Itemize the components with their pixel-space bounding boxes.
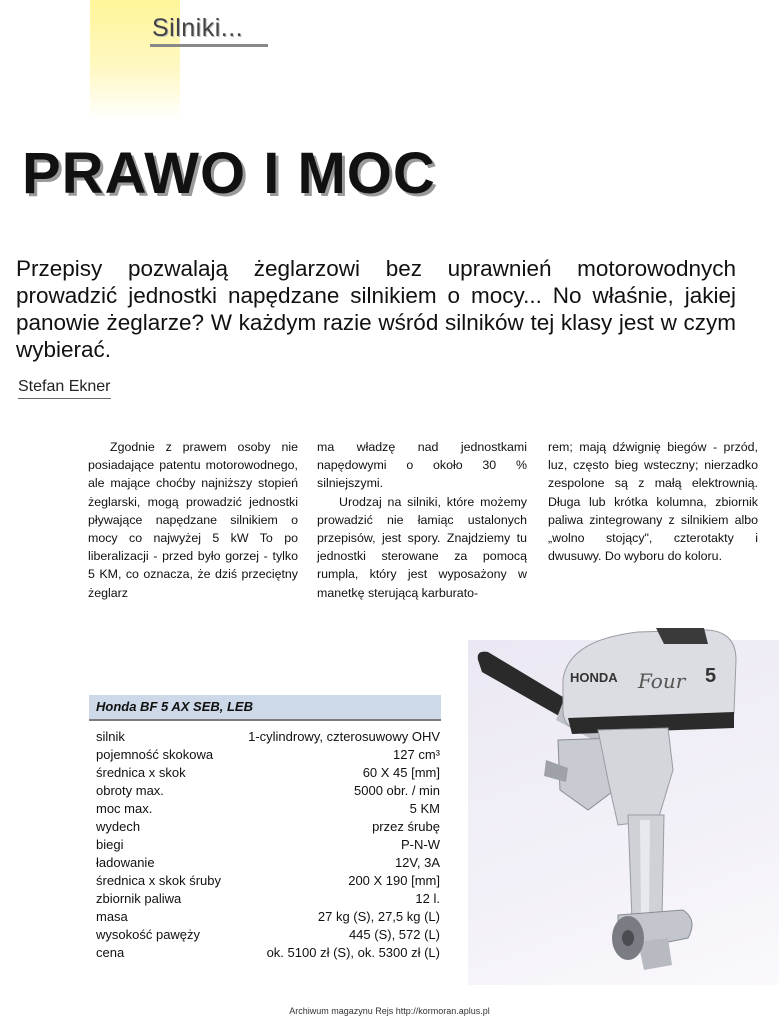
spec-label: obroty max.	[96, 783, 164, 798]
spec-row	[89, 728, 441, 746]
paragraph: Zgodnie z prawem osoby nie posiadające patentu motorowodnego, ale mające choćby najniższy stopień żeglarski, mogą prowadzić jednostki pływające napędzane silnikiem o mocy co najwyżej 5 kW To po liberalizacji - przed było gorzej - tylko 5 KM, co oznacza, że dziś przeciętny żeglarz	[88, 440, 298, 600]
spec-label: moc max.	[96, 801, 153, 816]
spec-value: 60 X 45 [mm]	[362, 765, 440, 780]
spec-value: ok. 5100 zł (S), ok. 5300 zł (L)	[266, 945, 440, 960]
paragraph: rem; mają dźwignię biegów - przód, luz, często bieg wsteczny; nierzadko zespolone są z małą elektrownią. Długa lub krótka kolumna, zbiornik paliwa zintegrowany z silnikiem albo „wolno stojący", czterotakty i dwusuwy. Do wyboru do koloru.	[548, 440, 758, 564]
section-label: Silniki...	[152, 14, 244, 42]
spec-label: pojemność skokowa	[96, 747, 214, 762]
spec-value: 200 X 190 [mm]	[348, 873, 440, 888]
spec-row	[89, 944, 441, 962]
headline: PRAWO I MOC	[22, 141, 436, 206]
engine-midsection	[598, 728, 673, 825]
spec-value: 12 l.	[415, 891, 440, 906]
cowling-vent	[656, 628, 708, 644]
spec-label: cena	[96, 945, 125, 960]
spec-label: masa	[96, 909, 128, 924]
engine-power-digit: 5	[705, 665, 717, 687]
spec-table-title: Honda BF 5 AX SEB, LEB	[89, 695, 441, 721]
spec-value: P-N-W	[401, 837, 440, 852]
spec-value: 5 KM	[409, 801, 440, 816]
propeller-hub	[622, 930, 634, 946]
spec-row	[89, 926, 441, 944]
spec-value: 27 kg (S), 27,5 kg (L)	[317, 909, 440, 924]
article-column-2	[317, 438, 527, 602]
spec-value: 12V, 3A	[394, 855, 440, 870]
paragraph: Urodzaj na silniki, które możemy prowadzić nie łamiąc ustalonych przepisów, jest spory. Znajdziemy tu jednostki sterowane za pomocą rumpla, który jest wyposażony w manetkę sterującą karburato-	[317, 494, 527, 600]
article-column-3	[548, 438, 758, 565]
spec-value: 1-cylindrowy, czterosuwowy OHV	[248, 729, 440, 744]
spec-row	[89, 764, 441, 782]
shaft-highlight	[640, 820, 650, 915]
author-byline: Stefan Ekner	[18, 378, 111, 399]
outboard-engine-photo	[468, 620, 779, 990]
spec-row	[89, 782, 441, 800]
paragraph: ma władzę nad jednostkami napędowymi o około 30 % silniejszymi.	[317, 440, 527, 491]
spec-row	[89, 854, 441, 872]
spec-label: zbiornik paliwa	[96, 891, 182, 906]
engine-model-script: Four	[638, 669, 686, 693]
spec-row	[89, 890, 441, 908]
spec-row	[89, 872, 441, 890]
spec-row	[89, 800, 441, 818]
spec-label: silnik	[96, 729, 125, 744]
lead-paragraph: Przepisy pozwalają żeglarzowi bez uprawnień motorowodnych prowadzić jednostki napędzane silnikiem o mocy... No właśnie, jakiej panowie żeglarze? W każdym razie wśród silników tej klasy jest w czym wybierać.	[16, 256, 736, 362]
spec-label: wydech	[96, 819, 141, 834]
spec-label: ładowanie	[96, 855, 155, 870]
spec-value: 127 cm³	[393, 747, 440, 762]
spec-row	[89, 836, 441, 854]
spec-label: średnica x skok	[96, 765, 186, 780]
engine-brand-label: HONDA	[570, 670, 618, 685]
spec-row	[89, 746, 441, 764]
spec-table	[89, 695, 441, 967]
article-column-1	[88, 438, 298, 602]
spec-row	[89, 908, 441, 926]
spec-value: 5000 obr. / min	[354, 783, 440, 798]
footer-archive-note: Archiwum magazynu Rejs http://kormoran.aplus.pl	[289, 1006, 490, 1016]
spec-label: wysokość pawęży	[96, 927, 201, 942]
spec-label: biegi	[96, 837, 124, 852]
spec-row	[89, 818, 441, 836]
spec-value: przez śrubę	[372, 819, 440, 834]
spec-value: 445 (S), 572 (L)	[348, 927, 440, 942]
spec-table-body	[89, 721, 441, 962]
section-underline	[150, 44, 268, 47]
spec-label: średnica x skok śruby	[96, 873, 221, 888]
